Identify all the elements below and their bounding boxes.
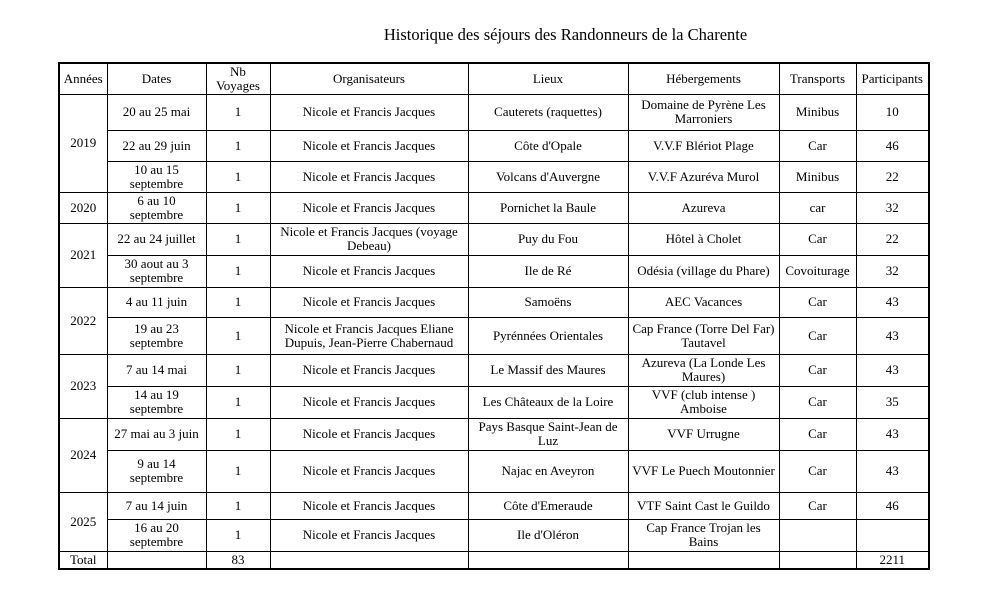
dates-cell: 22 au 29 juin — [107, 130, 206, 161]
lieux-cell: Pornichet la Baule — [468, 192, 628, 223]
header-hebergements: Hébergements — [628, 63, 779, 94]
nb-cell: 1 — [206, 317, 270, 354]
organisateurs-cell: Nicole et Francis Jacques — [270, 130, 468, 161]
transports-cell: Covoiturage — [779, 255, 856, 287]
lieux-cell: Ile de Ré — [468, 255, 628, 287]
table-row — [59, 450, 929, 492]
participants-cell: 46 — [856, 492, 929, 519]
lieux-cell: Le Massif des Maures — [468, 354, 628, 386]
total-nb-voyages: 83 — [206, 551, 270, 569]
header-dates: Dates — [107, 63, 206, 94]
transports-cell: car — [779, 192, 856, 223]
lieux-cell: Cauterets (raquettes) — [468, 94, 628, 130]
year-cell: 2023 — [59, 354, 107, 418]
lieux-cell: Les Châteaux de la Loire — [468, 386, 628, 418]
table-row — [59, 492, 929, 519]
nb-cell: 1 — [206, 287, 270, 317]
participants-cell: 10 — [856, 94, 929, 130]
transports-cell: Minibus — [779, 161, 856, 192]
hebergements-cell: Odésia (village du Phare) — [628, 255, 779, 287]
participants-cell: 43 — [856, 354, 929, 386]
nb-cell: 1 — [206, 492, 270, 519]
organisateurs-cell: Nicole et Francis Jacques — [270, 450, 468, 492]
organisateurs-cell: Nicole et Francis Jacques — [270, 492, 468, 519]
dates-cell: 9 au 14 septembre — [107, 450, 206, 492]
participants-cell — [856, 519, 929, 551]
lieux-cell: Côte d'Opale — [468, 130, 628, 161]
nb-cell: 1 — [206, 192, 270, 223]
participants-cell: 32 — [856, 192, 929, 223]
participants-cell: 22 — [856, 223, 929, 255]
table-row — [59, 161, 929, 192]
organisateurs-cell: Nicole et Francis Jacques — [270, 192, 468, 223]
participants-cell: 46 — [856, 130, 929, 161]
hebergements-cell: VVF Urrugne — [628, 418, 779, 450]
hebergements-cell: V.V.F Blériot Plage — [628, 130, 779, 161]
total-label: Total — [59, 551, 107, 569]
year-cell: 2025 — [59, 492, 107, 551]
table-row — [59, 317, 929, 354]
dates-cell: 10 au 15 septembre — [107, 161, 206, 192]
nb-cell: 1 — [206, 450, 270, 492]
dates-cell: 16 au 20 septembre — [107, 519, 206, 551]
nb-cell: 1 — [206, 130, 270, 161]
lieux-cell: Pays Basque Saint-Jean de Luz — [468, 418, 628, 450]
hebergements-cell: VVF (club intense ) Amboise — [628, 386, 779, 418]
total-participants: 2211 — [856, 551, 929, 569]
organisateurs-cell: Nicole et Francis Jacques — [270, 94, 468, 130]
header-nb-voyages-label: Nb Voyages — [216, 63, 260, 93]
dates-cell: 14 au 19 septembre — [107, 386, 206, 418]
participants-cell: 43 — [856, 418, 929, 450]
table-row — [59, 192, 929, 223]
nb-cell: 1 — [206, 255, 270, 287]
nb-cell: 1 — [206, 94, 270, 130]
hebergements-cell: Azureva (La Londe Les Maures) — [628, 354, 779, 386]
nb-cell: 1 — [206, 161, 270, 192]
header-row — [59, 63, 929, 94]
year-cell: 2019 — [59, 94, 107, 192]
hebergements-cell: VTF Saint Cast le Guildo — [628, 492, 779, 519]
organisateurs-cell: Nicole et Francis Jacques — [270, 161, 468, 192]
transports-cell: Car — [779, 223, 856, 255]
nb-cell: 1 — [206, 386, 270, 418]
participants-cell: 43 — [856, 287, 929, 317]
hebergements-cell: Cap France (Torre Del Far) Tautavel — [628, 317, 779, 354]
header-annees: Années — [59, 63, 107, 94]
hebergements-cell: VVF Le Puech Moutonnier — [628, 450, 779, 492]
organisateurs-cell: Nicole et Francis Jacques Eliane Dupuis, Jean-Pierre Chabernaud — [270, 317, 468, 354]
total-hebergements-empty — [628, 551, 779, 569]
table-row — [59, 223, 929, 255]
transports-cell — [779, 519, 856, 551]
organisateurs-cell: Nicole et Francis Jacques — [270, 418, 468, 450]
organisateurs-cell: Nicole et Francis Jacques (voyage Debeau) — [270, 223, 468, 255]
total-lieux-empty — [468, 551, 628, 569]
lieux-cell: Najac en Aveyron — [468, 450, 628, 492]
dates-cell: 19 au 23 septembre — [107, 317, 206, 354]
transports-cell: Car — [779, 354, 856, 386]
nb-cell: 1 — [206, 223, 270, 255]
transports-cell: Car — [779, 130, 856, 161]
dates-cell: 4 au 11 juin — [107, 287, 206, 317]
participants-cell: 43 — [856, 317, 929, 354]
organisateurs-cell: Nicole et Francis Jacques — [270, 255, 468, 287]
participants-cell: 32 — [856, 255, 929, 287]
lieux-cell: Puy du Fou — [468, 223, 628, 255]
participants-cell: 35 — [856, 386, 929, 418]
dates-cell: 6 au 10 septembre — [107, 192, 206, 223]
total-transports-empty — [779, 551, 856, 569]
lieux-cell: Ile d'Oléron — [468, 519, 628, 551]
header-transports: Transports — [779, 63, 856, 94]
total-dates-empty — [107, 551, 206, 569]
transports-cell: Car — [779, 287, 856, 317]
header-lieux: Lieux — [468, 63, 628, 94]
nb-cell: 1 — [206, 519, 270, 551]
transports-cell: Car — [779, 418, 856, 450]
organisateurs-cell: Nicole et Francis Jacques — [270, 287, 468, 317]
lieux-cell: Samoëns — [468, 287, 628, 317]
lieux-cell: Volcans d'Auvergne — [468, 161, 628, 192]
header-organisateurs: Organisateurs — [270, 63, 468, 94]
year-cell: 2020 — [59, 192, 107, 223]
transports-cell: Minibus — [779, 94, 856, 130]
hebergements-cell: AEC Vacances — [628, 287, 779, 317]
hebergements-cell: Azureva — [628, 192, 779, 223]
header-participants: Participants — [856, 63, 929, 94]
dates-cell: 7 au 14 juin — [107, 492, 206, 519]
table-row — [59, 287, 929, 317]
hebergements-cell: Cap France Trojan les Bains — [628, 519, 779, 551]
organisateurs-cell: Nicole et Francis Jacques — [270, 519, 468, 551]
dates-cell: 22 au 24 juillet — [107, 223, 206, 255]
dates-cell: 7 au 14 mai — [107, 354, 206, 386]
participants-cell: 43 — [856, 450, 929, 492]
dates-cell: 20 au 25 mai — [107, 94, 206, 130]
lieux-cell: Pyrénnées Orientales — [468, 317, 628, 354]
transports-cell: Car — [779, 386, 856, 418]
year-cell: 2024 — [59, 418, 107, 492]
hebergements-cell: Hôtel à Cholet — [628, 223, 779, 255]
organisateurs-cell: Nicole et Francis Jacques — [270, 354, 468, 386]
header-nb-voyages — [206, 63, 270, 94]
table-row — [59, 354, 929, 386]
year-cell: 2022 — [59, 287, 107, 354]
table-row — [59, 130, 929, 161]
transports-cell: Car — [779, 317, 856, 354]
total-organisateurs-empty — [270, 551, 468, 569]
sejours-table — [58, 62, 930, 570]
transports-cell: Car — [779, 492, 856, 519]
table-row — [59, 255, 929, 287]
table-row — [59, 386, 929, 418]
page-title: Historique des séjours des Randonneurs de la Charente — [383, 25, 748, 44]
nb-cell: 1 — [206, 418, 270, 450]
hebergements-cell: Domaine de Pyrène Les Marroniers — [628, 94, 779, 130]
participants-cell: 22 — [856, 161, 929, 192]
transports-cell: Car — [779, 450, 856, 492]
dates-cell: 27 mai au 3 juin — [107, 418, 206, 450]
organisateurs-cell: Nicole et Francis Jacques — [270, 386, 468, 418]
hebergements-cell: V.V.F Azuréva Murol — [628, 161, 779, 192]
lieux-cell: Côte d'Emeraude — [468, 492, 628, 519]
dates-cell: 30 aout au 3 septembre — [107, 255, 206, 287]
total-row — [59, 551, 929, 569]
table-row — [59, 94, 929, 130]
nb-cell: 1 — [206, 354, 270, 386]
table-row — [59, 519, 929, 551]
table-row — [59, 418, 929, 450]
year-cell: 2021 — [59, 223, 107, 287]
